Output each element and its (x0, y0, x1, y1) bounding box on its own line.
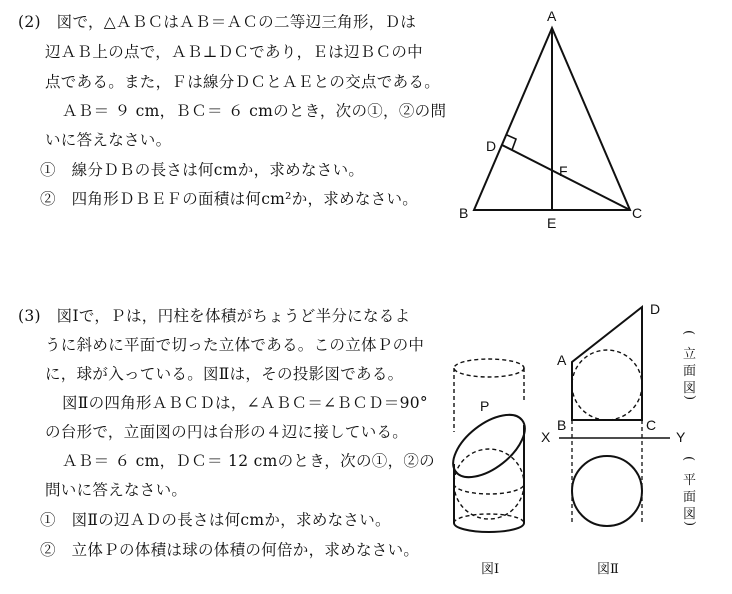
problem-2-line: 辺ＡＢ上の点で，ＡＢ⊥ＤＣであり，Ｅは辺ＢＣの中 (45, 43, 423, 61)
figure-1-caption: 図Ⅰ (481, 562, 500, 577)
label-d2: D (650, 301, 661, 317)
base-back (454, 514, 524, 523)
trapezoid-abcd (572, 307, 642, 420)
label-c2: C (646, 417, 657, 433)
problem-3-line: 問いに答えなさい。 (45, 481, 188, 499)
problem-3-line: 図Ⅱの四角形ＡＢＣＤは，∠ＡＢＣ＝∠ＢＣＤ＝90° (62, 394, 428, 412)
question-3-1: ① 図Ⅱの辺ＡＤの長さは何cmか，求めなさい。 (40, 511, 391, 529)
label-c: C (632, 205, 643, 221)
sphere (454, 449, 524, 519)
plan-char: ( (681, 456, 696, 462)
sphere-equator (454, 484, 524, 494)
elevation-char: ) (682, 395, 697, 401)
label-y: Y (676, 429, 686, 445)
problem-3-line: うに斜めに平面で切った立体である。この立体Ｐの中 (45, 336, 425, 354)
cylinder-top-dashed (454, 359, 524, 377)
label-a: A (547, 8, 557, 24)
label-a2: A (557, 352, 567, 368)
cut-surface (442, 403, 535, 489)
elevation-char: ( (681, 330, 696, 336)
plan-char: 面 (683, 490, 697, 505)
figure-2-caption: 図Ⅱ (597, 562, 619, 577)
elevation-char: 図 (683, 381, 697, 396)
problem-3-line: の台形で，立面図の円は台形の４辺に接している。 (45, 423, 409, 441)
question-2-1: ① 線分ＤＢの長さは何cmか，求めなさい。 (40, 161, 365, 179)
problem-2-line: 点である。また，Ｆは線分ＤＣとＡＥとの交点である。 (45, 73, 441, 91)
elevation-char: 立 (683, 347, 697, 362)
problem-3-line: ＡＢ＝ ６ cm，ＤＣ＝ 12 cmのとき，次の①，②の (62, 452, 435, 470)
label-d: D (486, 138, 497, 154)
question-2-2: ② 四角形ＤＢＥＦの面積は何cm²か，求めなさい。 (40, 190, 419, 208)
label-f: F (559, 163, 568, 179)
triangle-figure (474, 28, 630, 210)
question-3-2: ② 立体Ｐの体積は球の体積の何倍か，求めなさい。 (40, 541, 420, 559)
label-b: B (459, 205, 469, 221)
elevation-circle (572, 350, 642, 420)
problem-2-line: ＡＢ＝ ９ cm，ＢＣ＝ ６ cmのとき，次の①，②の問 (62, 102, 447, 120)
elevation-label (681, 330, 697, 400)
elevation-char: 面 (683, 364, 697, 379)
label-x: X (541, 429, 551, 445)
figure-1 (442, 359, 535, 532)
plan-char: 図 (683, 507, 697, 522)
problem-2-line: いに答えなさい。 (45, 131, 172, 149)
label-b2: B (557, 417, 567, 433)
plan-char: 平 (683, 473, 697, 488)
problem-3-line: に，球が入っている。図Ⅱは，その投影図である。 (45, 365, 404, 383)
plan-circle (572, 456, 642, 526)
base-front (454, 523, 524, 532)
label-e: E (547, 215, 557, 231)
problem-3-line: (3) 図Ⅰで，Ｐは，円柱を体積がちょうど半分になるよ (18, 307, 411, 325)
problem-2-line: (2) 図で，△ＡＢＣはＡＢ＝ＡＣの二等辺三角形，Ｄは (18, 13, 417, 31)
plan-label (681, 456, 697, 526)
plan-char: ) (682, 521, 697, 527)
label-p: P (480, 398, 490, 414)
